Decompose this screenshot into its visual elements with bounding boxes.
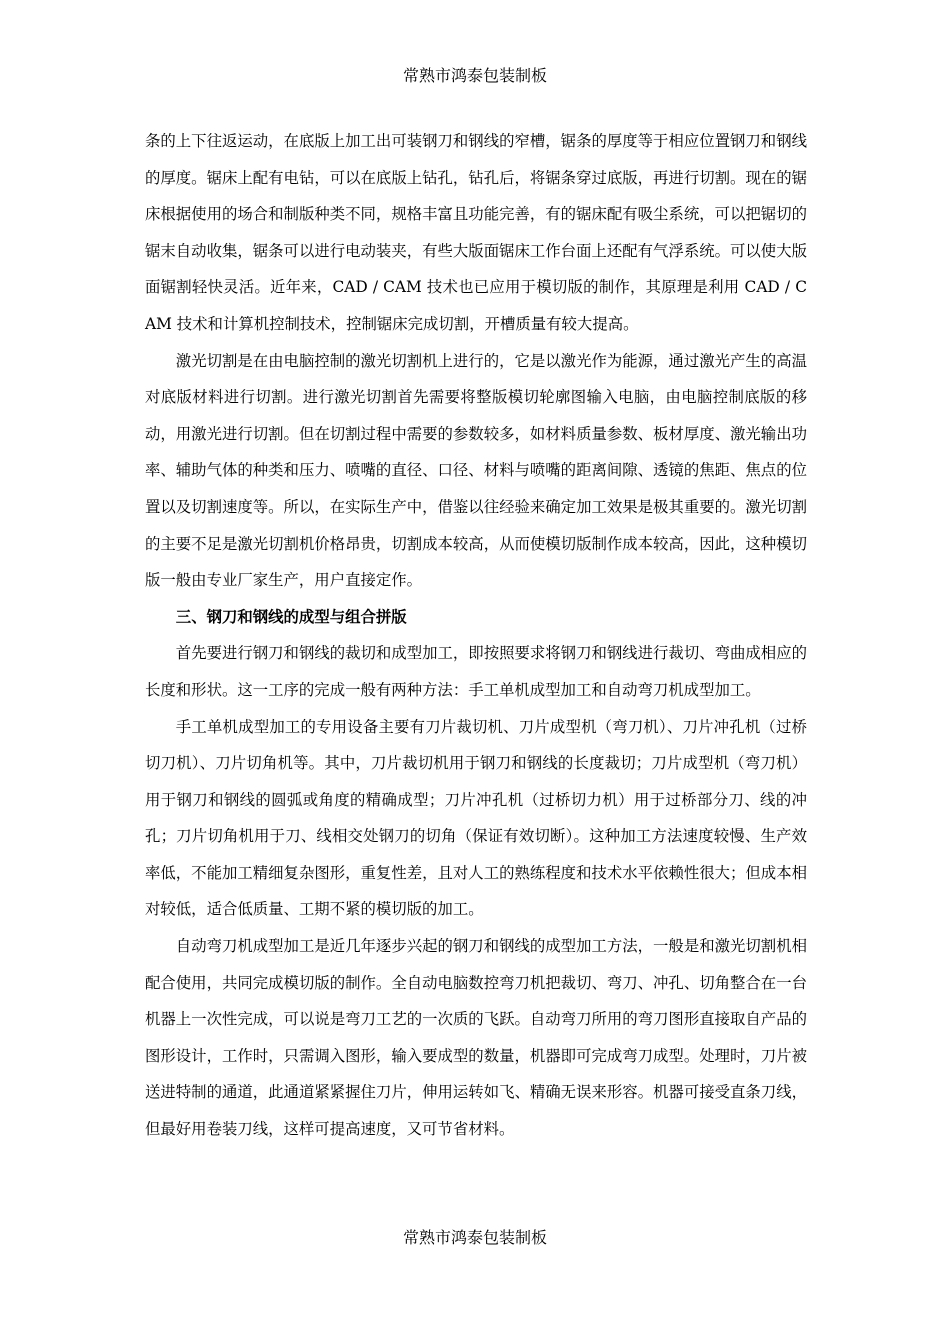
paragraph-saw-cutting: 条的上下往返运动，在底版上加工出可装钢刀和钢线的窄槽，锯条的厚度等于相应位置钢刀和钢线的厚度。锯床上配有电钻，可以在底版上钻孔，钻孔后，将锯条穿过底版，再进行切割。现在的锯床根据使用的场合和制版种类不同，规格丰富且功能完善，有的锯床配有吸尘系统，可以把锯切的锯末自动收集，锯条可以进行电动装夹，有些大版面锯床工作台面上还配有气浮系统。可以使大版面锯割轻快灵活。近年来，CAD / CAM 技术也已应用于模切版的制作，其原理是利用 CAD / CAM 技术和计算机控制技术，控制锯床完成切割，开槽质量有较大提高。 [145, 132, 807, 333]
paragraph-forming-intro: 首先要进行钢刀和钢线的裁切和成型加工，即按照要求将钢刀和钢线进行裁切、弯曲成相应的长度和形状。这一工序的完成一般有两种方法：手工单机成型加工和自动弯刀机成型加工。 [145, 644, 807, 699]
section-heading: 三、钢刀和钢线的成型与组合拼版 [175, 607, 407, 626]
page-footer: 常熟市鸿泰包装制板 [402, 1228, 547, 1247]
paragraph-laser-cutting: 激光切割是在由电脑控制的激光切割机上进行的，它是以激光作为能源，通过激光产生的高温对底版材料进行切割。进行激光切割首先需要将整版模切轮廓图输入电脑，由电脑控制底版的移动，用激光进行切割。但在切割过程中需要的参数较多，如材料质量参数、板材厚度、激光输出功率、辅助气体的种类和压力、喷嘴的直径、口径、材料与喷嘴的距离间隙、透镜的焦距、焦点的位置以及切割速度等。所以，在实际生产中，借鉴以往经验来确定加工效果是极其重要的。激光切割的主要不足是激光切割机价格昂贵，切割成本较高，从而使模切版制作成本较高，因此，这种模切版一般由专业厂家生产，用户直接定作。 [145, 351, 807, 590]
page-header: 常熟市鸿泰包装制板 [402, 66, 547, 85]
document-body [145, 123, 807, 1148]
paragraph-manual-forming: 手工单机成型加工的专用设备主要有刀片裁切机、刀片成型机（弯刀机）、刀片冲孔机（过桥切刀机）、刀片切角机等。其中，刀片裁切机用于钢刀和钢线的长度裁切；刀片成型机（弯刀机）用于钢刀和钢线的圆弧或角度的精确成型；刀片冲孔机（过桥切力机）用于过桥部分刀、线的冲孔；刀片切角机用于刀、线相交处钢刀的切角（保证有效切断）。这种加工方法速度较慢、生产效率低，不能加工精细复杂图形，重复性差，且对人工的熟练程度和技术水平依赖性很大；但成本相对较低，适合低质量、工期不紧的模切版的加工。 [145, 717, 807, 919]
paragraph-auto-bending: 自动弯刀机成型加工是近几年逐步兴起的钢刀和钢线的成型加工方法，一般是和激光切割机相配合使用，共同完成模切版的制作。全自动电脑数控弯刀机把裁切、弯刀、冲孔、切角整合在一台机器上一次性完成，可以说是弯刀工艺的一次质的飞跃。自动弯刀所用的弯刀图形直接取自产品的图形设计，工作时，只需调入图形，输入要成型的数量，机器即可完成弯刀成型。处理时，刀片被送进特制的通道，此通道紧紧握住刀片，伸用运转如飞、精确无误来形容。机器可接受直条刀线，但最好用卷装刀线，这样可提高速度，又可节省材料。 [145, 937, 807, 1139]
